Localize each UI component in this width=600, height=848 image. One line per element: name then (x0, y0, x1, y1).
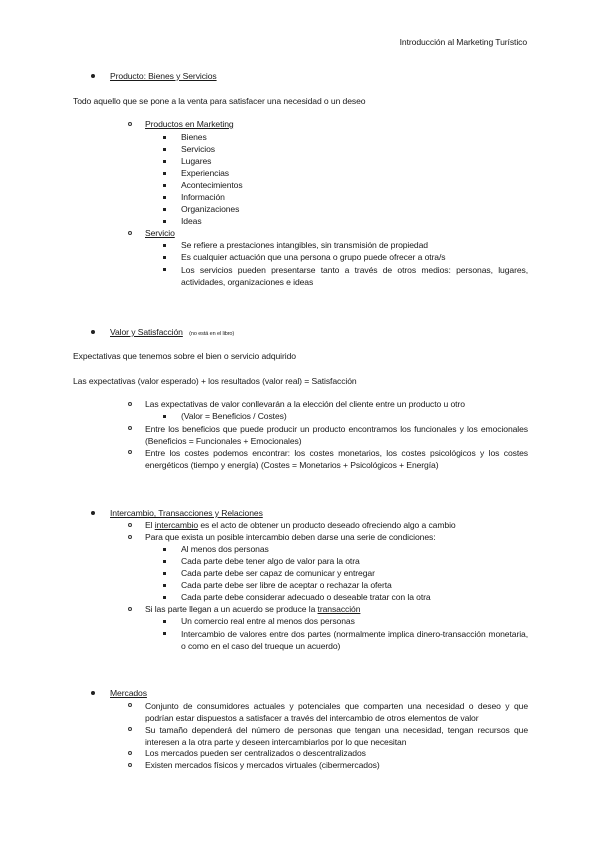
list-item: Cada parte debe ser capaz de comunicar y entregar (181, 568, 375, 578)
list-item: (Valor = Beneficios / Costes) (181, 411, 287, 421)
list-item: Entre los costes podemos encontrar: los costes monetarios, los costes psicológicos y los costes energéticos (tiempo y energía) (Costes = Monetarios + Psicológicos + Energía) (145, 448, 528, 470)
bullet-icon (128, 122, 132, 126)
bullet-icon (163, 632, 166, 635)
list-item: Información (181, 192, 225, 202)
list-item: Cada parte debe ser libre de aceptar o rechazar la oferta (181, 580, 392, 590)
bullet-icon (163, 196, 166, 199)
bullet-icon (163, 268, 166, 271)
productos-label: Productos en Marketing (145, 119, 234, 129)
bullet-icon (163, 415, 166, 418)
paragraph: Las expectativas (valor esperado) + los resultados (valor real) = Satisfacción (73, 376, 357, 386)
bullet-icon (91, 691, 95, 695)
bullet-icon (128, 523, 132, 527)
heading-text: Valor y Satisfacción (110, 327, 183, 337)
bullet-icon (163, 256, 166, 259)
list-item: Cada parte debe considerar adecuado o deseable tratar con la otra (181, 592, 431, 602)
heading-note: (no está en el libro) (189, 331, 235, 337)
bullet-icon (128, 607, 132, 611)
bullet-icon (163, 208, 166, 211)
bullet-icon (128, 727, 132, 731)
bullet-icon (128, 763, 132, 767)
bullet-icon (163, 572, 166, 575)
section-heading-producto: Producto: Bienes y Servicios (110, 71, 217, 81)
list-item: Organizaciones (181, 204, 240, 214)
list-item: Experiencias (181, 168, 230, 178)
bullet-icon (163, 136, 166, 139)
bullet-icon (128, 535, 132, 539)
list-item: Existen mercados físicos y mercados virtuales (cibermercados) (145, 760, 380, 770)
text-part: es el acto de obtener un producto deseado ofreciendo algo a cambio (198, 520, 456, 530)
section-heading-mercados: Mercados (110, 688, 147, 698)
servicio-label: Servicio (145, 228, 175, 238)
paragraph: Expectativas que tenemos sobre el bien o servicio adquirido (73, 351, 296, 361)
bullet-icon (163, 172, 166, 175)
text-part: Si las parte llegan a un acuerdo se produce la (145, 604, 318, 614)
list-item: Los servicios pueden presentarse tanto a través de otros medios: personas, lugares, actividades, organizaciones e ideas (181, 265, 528, 287)
bullet-icon (128, 402, 132, 406)
bullet-icon (163, 620, 166, 623)
bullet-icon (163, 584, 166, 587)
list-item: Servicios (181, 144, 215, 154)
term-intercambio: intercambio (154, 520, 199, 530)
bullet-icon (91, 330, 95, 334)
list-item: Intercambio de valores entre dos partes (normalmente implica dinero-transacción monetaria, o como en el caso del trueque un acuerdo) (181, 629, 528, 651)
list-item: Un comercio real entre al menos dos personas (181, 616, 355, 626)
list-item: Bienes (181, 132, 207, 142)
list-item: Se refiere a prestaciones intangibles, sin transmisión de propiedad (181, 240, 428, 250)
bullet-icon (163, 244, 166, 247)
intro-text: Todo aquello que se pone a la venta para satisfacer una necesidad o un deseo (73, 96, 366, 106)
bullet-icon (163, 148, 166, 151)
bullet-icon (128, 450, 132, 454)
bullet-icon (128, 703, 132, 707)
list-item: Lugares (181, 156, 212, 166)
list-item: Entre los beneficios que puede producir un producto encontramos los funcionales y los emocionales (Beneficios = Funcionales + Emocionales) (145, 424, 528, 446)
bullet-icon (91, 74, 95, 78)
section-heading-valor (110, 327, 234, 337)
bullet-icon (163, 560, 166, 563)
list-item: Conjunto de consumidores actuales y potenciales que comparten una necesidad o deseo y que podrían estar dispuestos a satisfacer a través del intercambio de otros elementos de valor (145, 701, 528, 723)
list-item: Para que exista un posible intercambio deben darse una serie de condiciones: (145, 532, 436, 542)
bullet-icon (163, 220, 166, 223)
list-item: Cada parte debe tener algo de valor para la otra (181, 556, 360, 566)
bullet-icon (128, 426, 132, 430)
section-heading-intercambio: Intercambio, Transacciones y Relaciones (110, 508, 263, 518)
list-item: Ideas (181, 216, 202, 226)
list-item (145, 520, 456, 530)
bullet-icon (163, 184, 166, 187)
list-item: Su tamaño dependerá del número de personas que tengan una necesidad, tengan recursos que interesen a la otra parte y deseen intercambiarlos por lo que necesitan (145, 725, 528, 747)
list-item: Es cualquier actuación que una persona o grupo puede ofrecer a otra/s (181, 252, 446, 262)
bullet-icon (163, 160, 166, 163)
bullet-icon (91, 511, 95, 515)
list-item (145, 604, 360, 614)
bullet-icon (128, 231, 132, 235)
list-item: Las expectativas de valor conllevarán a la elección del cliente entre un producto u otro (145, 399, 465, 409)
bullet-icon (163, 548, 166, 551)
list-item: Al menos dos personas (181, 544, 269, 554)
text-part: El (145, 520, 155, 530)
list-item: Acontecimientos (181, 180, 243, 190)
page-header: Introducción al Marketing Turístico (399, 37, 527, 47)
bullet-icon (163, 596, 166, 599)
list-item: Los mercados pueden ser centralizados o descentralizados (145, 748, 366, 758)
bullet-icon (128, 751, 132, 755)
term-transaccion: transacción (317, 604, 361, 614)
